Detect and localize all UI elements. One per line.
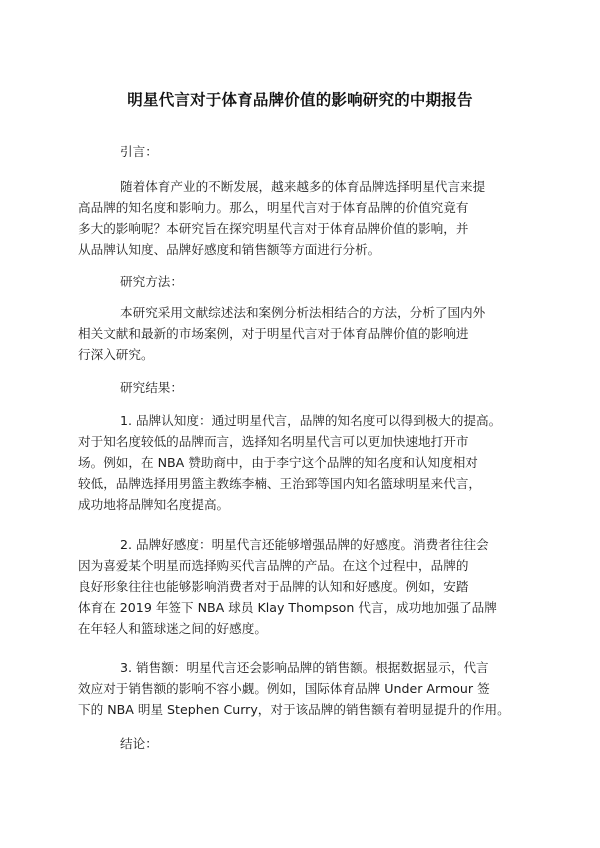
paragraph-line: 效应对于销售额的影响不容小觑。例如，国际体育品牌 Under Armour 签 <box>78 681 490 696</box>
heading-text: 结论： <box>120 736 158 751</box>
paragraph-line: 3. 销售额：明星代言还会影响品牌的销售额。根据数据显示，代言 <box>120 660 489 675</box>
section-heading-method <box>120 271 183 292</box>
paragraph-line: 场。例如，在 NBA 赞助商中，由于李宁这个品牌的知名度和认知度相对 <box>78 455 478 470</box>
heading-text: 研究结果： <box>120 380 183 395</box>
paragraph-line: 从品牌认知度、品牌好感度和销售额等方面进行分析。 <box>78 242 381 257</box>
paragraph-line: 相关文献和最新的市场案例，对于明星代言对于体育品牌价值的影响进 <box>78 326 469 341</box>
paragraph-line: 因为喜爱某个明星而选择购买代言品牌的产品。在这个过程中，品牌的 <box>78 558 469 573</box>
heading-text: 研究方法： <box>120 274 183 289</box>
paragraph-result-3 <box>78 657 510 720</box>
paragraph-line: 行深入研究。 <box>78 347 154 362</box>
paragraph-line: 体育在 2019 年签下 NBA 球员 Klay Thompson 代言，成功地加强了品牌 <box>78 600 497 615</box>
paragraph-line: 多大的影响呢？本研究旨在探究明星代言对于体育品牌价值的影响，并 <box>78 221 469 236</box>
paragraph-line: 对于知名度较低的品牌而言，选择知名明星代言可以更加快速地打开市 <box>78 434 469 449</box>
paragraph-line: 良好形象往往也能够影响消费者对于品牌的认知和好感度。例如，安踏 <box>78 579 469 594</box>
paragraph-line: 较低，品牌选择用男篮主教练李楠、王治郅等国内知名篮球明星来代言， <box>78 476 481 491</box>
paragraph-method <box>78 302 485 365</box>
paragraph-line: 本研究采用文献综述法和案例分析法相结合的方法，分析了国内外 <box>120 305 486 320</box>
paragraph-line: 在年轻人和篮球迷之间的好感度。 <box>78 621 267 636</box>
paragraph-result-1 <box>78 410 501 515</box>
paragraph-line: 1. 品牌认知度：通过明星代言，品牌的知名度可以得到极大的提高。 <box>120 413 502 428</box>
paragraph-line: 成功地将品牌知名度提高。 <box>78 497 230 512</box>
paragraph-line: 下的 NBA 明星 Stephen Curry，对于该品牌的销售额有着明显提升的作用。 <box>78 702 510 717</box>
paragraph-result-2 <box>78 534 497 639</box>
section-heading-intro <box>120 141 158 162</box>
paragraph-line: 高品牌的知名度和影响力。那么，明星代言对于体育品牌的价值究竟有 <box>78 200 469 215</box>
section-heading-results <box>120 377 183 398</box>
paragraph-line: 2. 品牌好感度：明星代言还能够增强品牌的好感度。消费者往往会 <box>120 537 489 552</box>
paragraph-line: 随着体育产业的不断发展，越来越多的体育品牌选择明星代言来提 <box>120 179 486 194</box>
paragraph-intro <box>78 176 485 260</box>
heading-text: 引言： <box>120 144 158 159</box>
page-title: 明星代言对于体育品牌价值的影响研究的中期报告 <box>127 91 473 109</box>
section-heading-conclusion <box>120 733 158 754</box>
